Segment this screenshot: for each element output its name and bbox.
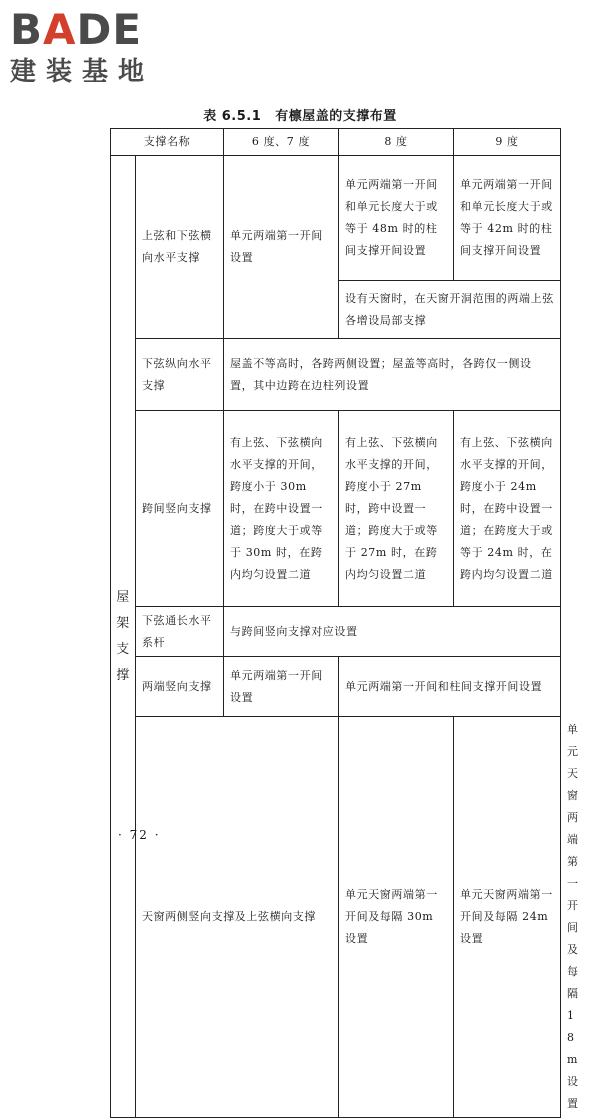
logo-subtitle: 建装基地	[10, 57, 155, 87]
logo-letters-de: DE	[76, 5, 143, 54]
table-row	[111, 411, 561, 607]
upper-lower-chord-transverse-name: 上弦和下弦横向水平支撑	[136, 156, 224, 339]
page-number: · 72 ·	[118, 828, 161, 842]
logo-letter-b: B	[10, 5, 44, 54]
skylight-local-bracing-note: 设有天窗时，在天窗开洞范围的两端上弦各增设局部支撑	[339, 281, 561, 339]
table-row	[111, 339, 561, 411]
table-number: 表 6.5.1	[203, 109, 262, 124]
end-vertical-bracing-deg89: 单元两端第一开间和柱间支撑开间设置	[339, 657, 561, 717]
header-degree-9: 9 度	[454, 129, 561, 156]
span-vertical-bracing-deg8: 有上弦、下弦横向水平支撑的开间，跨度小于 27m 时，跨中设置一道；跨度大于或等于 27m 时，在跨内均匀设置二道	[339, 411, 454, 607]
table-header-row	[111, 129, 561, 156]
header-bracing-name: 支撑名称	[111, 129, 224, 156]
end-vertical-bracing-deg67: 单元两端第一开间设置	[224, 657, 339, 717]
span-vertical-bracing-deg9: 有上弦、下弦横向水平支撑的开间，跨度小于 24m 时，在跨中设置一道；在跨度大于或等于 24m 时，在跨内均匀设置二道	[454, 411, 561, 607]
upper-lower-chord-transverse-deg8: 单元两端第一开间和单元长度大于或等于 48m 时的柱间支撑开间设置	[339, 156, 454, 281]
group-label-char: 架	[116, 615, 130, 631]
roof-truss-bracing-group-label	[111, 156, 136, 1118]
table-row	[111, 156, 561, 281]
lower-chord-longitudinal-all: 屋盖不等高时，各跨两侧设置；屋盖等高时，各跨仅一侧设置，其中边跨在边柱列设置	[224, 339, 561, 411]
skylight-side-bracing-name: 天窗两侧竖向支撑及上弦横向支撑	[136, 717, 339, 1118]
span-vertical-bracing-name: 跨间竖向支撑	[136, 411, 224, 607]
group-label-char: 撑	[116, 667, 130, 683]
table-row	[111, 607, 561, 657]
brand-logo	[10, 6, 180, 88]
lower-chord-longitudinal-name: 下弦纵向水平支撑	[136, 339, 224, 411]
table-title: 有檩屋盖的支撑布置	[275, 109, 397, 124]
group-label-char: 支	[116, 641, 130, 657]
span-vertical-bracing-deg67: 有上弦、下弦横向水平支撑的开间，跨度小于 30m 时，在跨中设置一道；跨度大于或等于 30m 时，在跨内均匀设置二道	[224, 411, 339, 607]
end-vertical-bracing-name: 两端竖向支撑	[136, 657, 224, 717]
table-row: 天窗两侧竖向支撑及上弦横向支撑 单元天窗两端第一开间及每隔 30m 设置 单元天窗两端第一开间及每隔 24m 设置 单元天窗两端第一开间及每隔 18m 设置	[111, 717, 561, 1118]
group-label-char: 屋	[116, 589, 130, 605]
header-degree-6-7: 6 度、7 度	[224, 129, 339, 156]
upper-lower-chord-transverse-deg67: 单元两端第一开间设置	[224, 156, 339, 339]
lower-chord-tie-all: 与跨间竖向支撑对应设置	[224, 607, 561, 657]
lower-chord-tie-name: 下弦通长水平系杆	[136, 607, 224, 657]
header-degree-8: 8 度	[339, 129, 454, 156]
skylight-side-bracing-deg8: 单元天窗两端第一开间及每隔 24m 设置	[454, 717, 561, 1118]
logo-letter-a-accent: A	[43, 5, 77, 54]
skylight-side-bracing-deg67: 单元天窗两端第一开间及每隔 30m 设置	[339, 717, 454, 1118]
table-row	[111, 657, 561, 717]
upper-lower-chord-transverse-deg9: 单元两端第一开间和单元长度大于或等于 42m 时的柱间支撑开间设置	[454, 156, 561, 281]
bracing-layout-table	[110, 128, 579, 1118]
table-caption	[0, 105, 600, 124]
logo-wordmark	[10, 6, 180, 54]
